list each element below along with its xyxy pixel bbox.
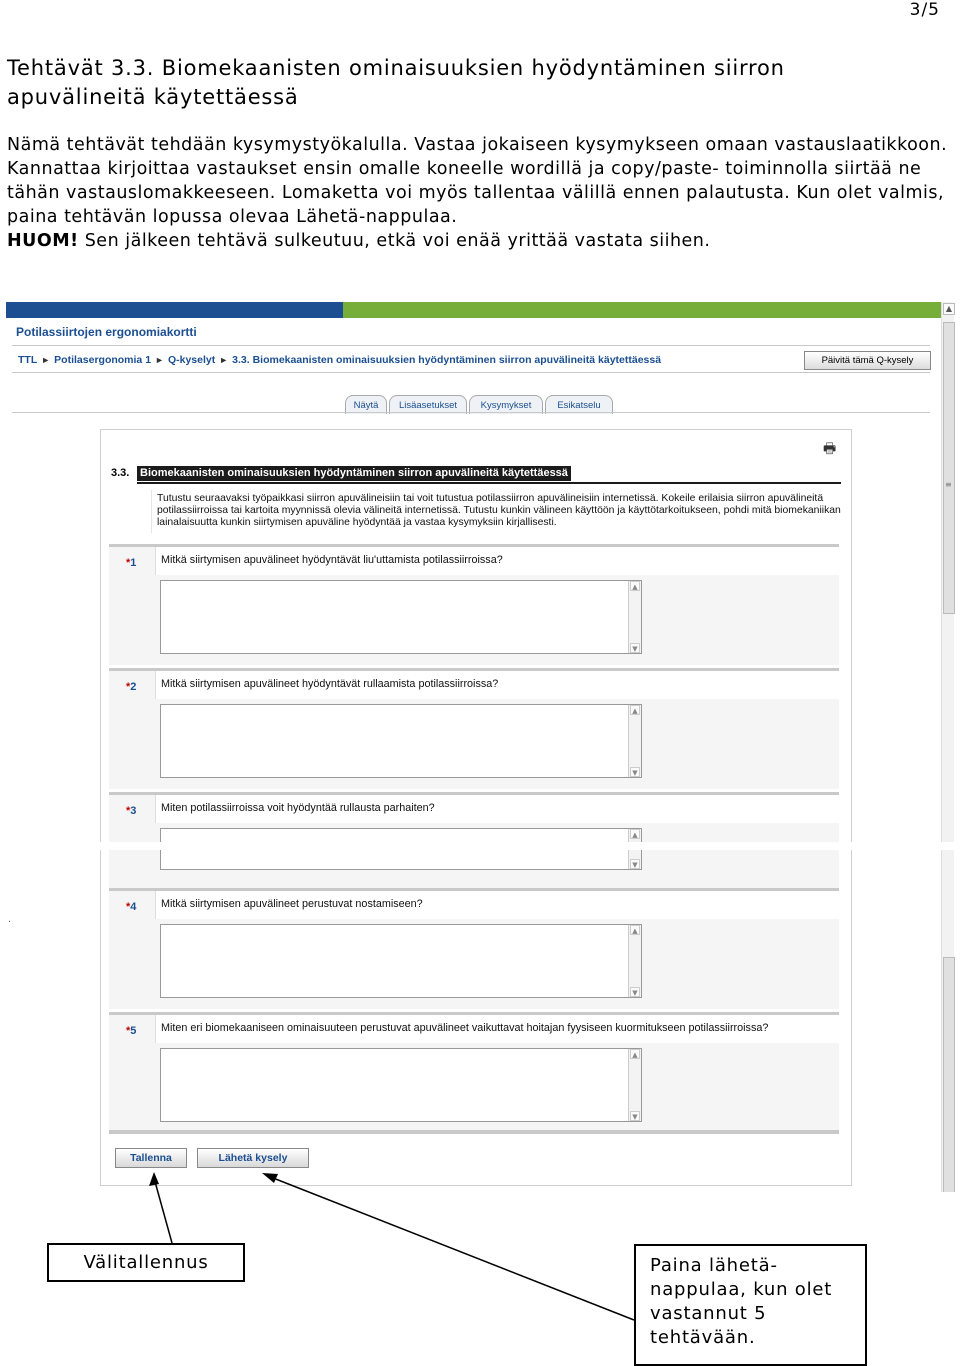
- section-title: Biomekaanisten ominaisuuksien hyödyntäminen siirron apuvälineitä käytettäessä: [137, 466, 571, 481]
- page-heading: Tehtävät 3.3. Biomekaanisten ominaisuuksien hyödyntäminen siirron apuvälineitä käytettäessä: [7, 56, 785, 109]
- top-bar-green: [343, 302, 946, 318]
- chevron-down-icon[interactable]: ▼: [630, 987, 640, 997]
- form-bottom-divider: [109, 1130, 839, 1134]
- tab-kysymykset[interactable]: Kysymykset: [469, 395, 543, 414]
- textarea-scrollbar[interactable]: [628, 581, 641, 653]
- tab-divider: [12, 412, 930, 413]
- header-divider: [12, 345, 930, 346]
- send-arrow-line: [268, 1176, 634, 1320]
- section-title-underline: [137, 482, 841, 484]
- answer-textarea[interactable]: [160, 704, 642, 778]
- breadcrumb-separator: ►: [219, 355, 229, 365]
- chevron-down-icon[interactable]: ▼: [630, 859, 640, 869]
- tab-nayta[interactable]: Näytä: [345, 395, 387, 414]
- textarea-scrollbar[interactable]: [628, 705, 641, 777]
- instructions: [7, 133, 952, 253]
- breadcrumb-separator: ►: [41, 355, 51, 365]
- chevron-down-icon[interactable]: ▼: [630, 1111, 640, 1121]
- question-text: Mitkä siirtymisen apuvälineet perustuvat nostamiseen?: [161, 898, 423, 910]
- stray-dot: .: [8, 914, 12, 925]
- tab-esikatselu[interactable]: Esikatselu: [545, 395, 613, 414]
- page-number: 3/5: [909, 0, 940, 20]
- instructions-note-text: Sen jälkeen tehtävä sulkeutuu, etkä voi enää yrittää vastata siihen.: [78, 231, 711, 251]
- question-label: [155, 891, 840, 919]
- callout-save-note: Välitallennus: [47, 1243, 245, 1282]
- scrollbar-thumb-lower[interactable]: [943, 957, 955, 1192]
- question-label: [155, 795, 840, 823]
- question-text: Miten potilassiirroissa voit hyödyntää rullausta parhaiten?: [161, 802, 435, 814]
- question-text: Mitkä siirtymisen apuvälineet hyödyntävät rullaamista potilassiirroissa?: [161, 678, 499, 690]
- app-top-bar: [6, 302, 946, 318]
- questionnaire-form: [100, 429, 852, 1186]
- breadcrumb-item-q-kyselyt[interactable]: Q-kyselyt: [167, 354, 216, 366]
- print-icon[interactable]: 🖶: [823, 441, 837, 457]
- chevron-up-icon[interactable]: ▲: [630, 925, 640, 935]
- breadcrumb: [18, 354, 661, 366]
- breadcrumb-item-ttl[interactable]: TTL: [18, 354, 38, 366]
- question-number: *3: [126, 805, 137, 817]
- answer-textarea[interactable]: [160, 924, 642, 998]
- question-number: *5: [126, 1025, 137, 1037]
- textarea-scrollbar[interactable]: [628, 1049, 641, 1121]
- section-number: 3.3.: [111, 467, 130, 479]
- question-block: [109, 1012, 839, 1133]
- question-label: [155, 1015, 840, 1043]
- question-block: [109, 544, 839, 665]
- breadcrumb-item-current: 3.3. Biomekaanisten ominaisuuksien hyödyntäminen siirron apuvälineitä käytettäessä: [232, 354, 662, 366]
- breadcrumb-divider: [12, 372, 930, 373]
- top-bar-blue: [6, 302, 343, 318]
- send-button[interactable]: Lähetä kysely: [197, 1148, 309, 1168]
- textarea-scrollbar[interactable]: [628, 925, 641, 997]
- scrollbar-grip-icon: ≡: [945, 480, 952, 489]
- refresh-button[interactable]: Päivitä tämä Q-kysely: [804, 351, 931, 370]
- question-label: [155, 547, 840, 575]
- callout-send-note: Paina lähetä-nappulaa, kun olet vastannut 5 tehtävään.: [634, 1244, 867, 1366]
- instructions-text: Nämä tehtävät tehdään kysymystyökalulla. Vastaa jokaiseen kysymykseen omaan vastauslaatikkoon. Kannattaa kirjoittaa vastaukset ensin omalle koneelle wordillä ja copy/paste- toiminnolla siirtää ne tähän vastauslomakkeeseen. Lomaketta voi myös tallentaa välillä ennen palautusta. Kun olet valmis, paina tehtävän lopussa olevaa Lähetä-nappulaa.: [7, 135, 948, 227]
- question-number: *4: [126, 901, 137, 913]
- chevron-down-icon[interactable]: ▼: [630, 767, 640, 777]
- breadcrumb-item-potilasergonomia[interactable]: Potilasergonomia 1: [54, 354, 152, 366]
- instructions-note-label: HUOM!: [7, 231, 79, 251]
- tab-lisaasetukset[interactable]: Lisäasetukset: [389, 395, 467, 414]
- page-scrollbar[interactable]: [941, 302, 954, 1192]
- scrollbar-thumb[interactable]: [943, 322, 955, 614]
- answer-textarea[interactable]: [160, 580, 642, 654]
- section-intro: Tutustu seuraavaksi työpaikkasi siirron apuvälineisiin tai voit tutustua potilassiirron apuvälineisiin internetissä. Kokeile erilaisia siirron apuvälineitä potilassiirroissa tai kartoita myynnissä olevia välineitä internetissä. Tutustu kunkin välineen käyttöön ja käyttötarkoitukseen, pohdi mitä biomekaniikan lainalaisuutta kunkin siirtymisen apuväline hyödyntää ja vastaa kysymyksiin kirjallisesti.: [151, 490, 846, 533]
- chevron-down-icon[interactable]: ▼: [630, 643, 640, 653]
- question-text: Mitkä siirtymisen apuvälineet hyödyntävät liu'uttamista potilassiirroissa?: [161, 554, 503, 566]
- save-button[interactable]: Tallenna: [115, 1148, 187, 1168]
- chevron-up-icon[interactable]: ▲: [630, 705, 640, 715]
- question-block: [109, 888, 839, 1009]
- answer-textarea[interactable]: [160, 1048, 642, 1122]
- chevron-up-icon[interactable]: ▲: [630, 581, 640, 591]
- chevron-up-icon[interactable]: ▲: [630, 829, 640, 839]
- question-text: Miten eri biomekaaniseen ominaisuuteen perustuvat apuvälineet vaikuttavat hoitajan fyysiseen kuormitukseen potilassiirroissa?: [161, 1022, 769, 1034]
- breadcrumb-separator: ►: [155, 355, 164, 365]
- question-number: *1: [126, 557, 137, 569]
- browser-screenshot: [6, 302, 956, 1192]
- screenshot-splice-gap: [6, 842, 956, 850]
- question-label: [155, 671, 840, 699]
- question-number: *2: [126, 681, 137, 693]
- question-block: [109, 668, 839, 789]
- app-title: Potilassiirtojen ergonomiakortti: [16, 325, 197, 339]
- chevron-up-icon[interactable]: ▲: [943, 303, 955, 315]
- chevron-up-icon[interactable]: ▲: [630, 1049, 640, 1059]
